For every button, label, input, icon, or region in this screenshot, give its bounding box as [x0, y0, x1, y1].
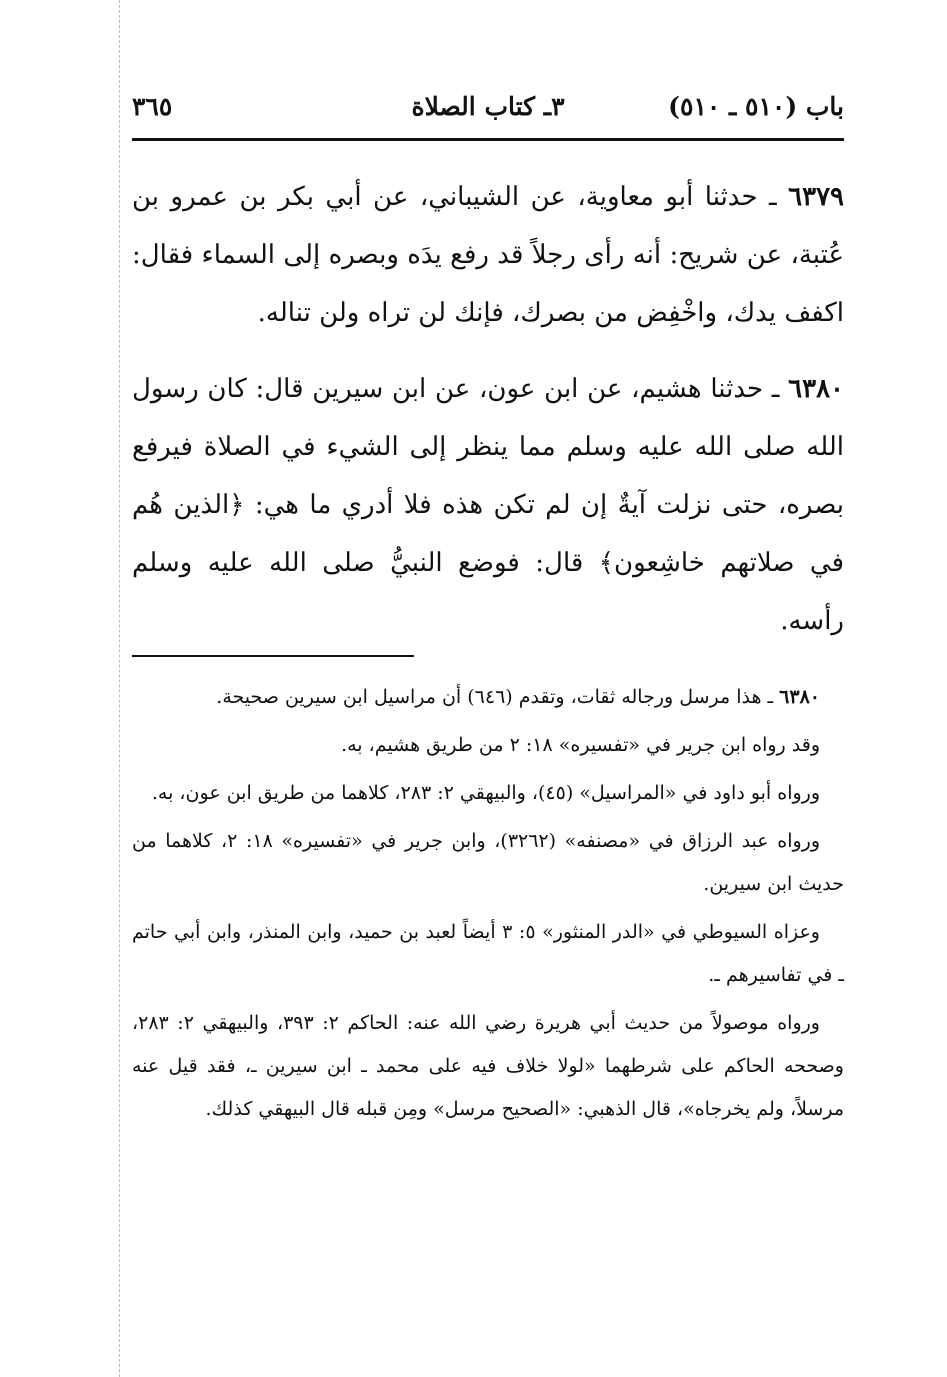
hadith-paragraph	[132, 360, 844, 650]
hadith-number: ٦٣٨٠	[788, 374, 844, 404]
chapter-heading: باب (٥١٠ ـ ٥١٠)	[668, 92, 844, 121]
footnote-paragraph: وعزاه السيوطي في «الدر المنثور» ٥: ٣ أيضاً لعبد بن حميد، وابن المنذر، وابن أبي حاتم ـ في تفاسيرهم ـ.	[132, 921, 844, 986]
footnote-paragraph: ورواه عبد الرزاق في «مصنفه» (٣٢٦٢)، وابن جرير في «تفسيره» ١٨: ٢، كلاهما من حديث ابن سيرين.	[132, 830, 844, 895]
margin-guide-line	[119, 0, 120, 1377]
footnote-paragraph: ورواه أبو داود في «المراسيل» (٤٥)، والبيهقي ٢: ٢٨٣، كلاهما من طريق ابن عون، به.	[151, 782, 820, 804]
footnote-paragraph	[132, 676, 844, 719]
running-header	[132, 88, 844, 128]
footnote-text: ـ هذا مرسل ورجاله ثقات، وتقدم (٦٤٦) أن مراسيل ابن سيرين صحيحة.	[216, 686, 780, 708]
hadith-number: ٦٣٧٩	[788, 182, 844, 212]
footnote-number: ٦٣٨٠	[779, 686, 820, 708]
book-page	[132, 0, 844, 1377]
footnote-divider	[132, 655, 414, 657]
hadith-paragraph	[132, 168, 844, 342]
book-title: ٣ـ كتاب الصلاة	[411, 92, 565, 121]
header-divider	[132, 138, 844, 141]
footnote-paragraph: ورواه موصولاً من حديث أبي هريرة رضي الله عنه: الحاكم ٢: ٣٩٣، والبيهقي ٢: ٢٨٣، وصححه الحاكم على شرطهما «لولا خلاف فيه على محمد ـ ابن سيرين ـ، فقد قيل عنه مرسلاً، ولم يخرجاه»، قال الذهبي: «الصحيح مرسل» ومِن قبله قال البيهقي كذلك.	[132, 1012, 844, 1120]
main-text	[132, 168, 844, 668]
hadith-text: ـ حدثنا هشيم، عن ابن عون، عن ابن سيرين قال: كان رسول الله صلى الله عليه وسلم مما ينظر إلى الشيء في الصلاة فيرفع بصره، حتى نزلت آيةٌ إن لم تكن هذه فلا أدري ما هي: ﴿الذين هُم في صلاتهم خاشِعون﴾ قال: فوضع النبيُّ صلى الله عليه وسلم رأسه.	[132, 374, 844, 636]
footnote-paragraph: وقد رواه ابن جرير في «تفسيره» ١٨: ٢ من طريق هشيم، به.	[341, 734, 820, 756]
page-number: ٣٦٥	[132, 92, 173, 121]
footnotes	[132, 676, 844, 1136]
hadith-text: ـ حدثنا أبو معاوية، عن الشيباني، عن أبي بكر بن عمرو بن عُتبة، عن شريح: أنه رأى رجلاً قد رفع يدَه وبصره إلى السماء فقال: اكفف يدك، واخْفِض من بصرك، فإنك لن تراه ولن تناله.	[132, 182, 844, 328]
